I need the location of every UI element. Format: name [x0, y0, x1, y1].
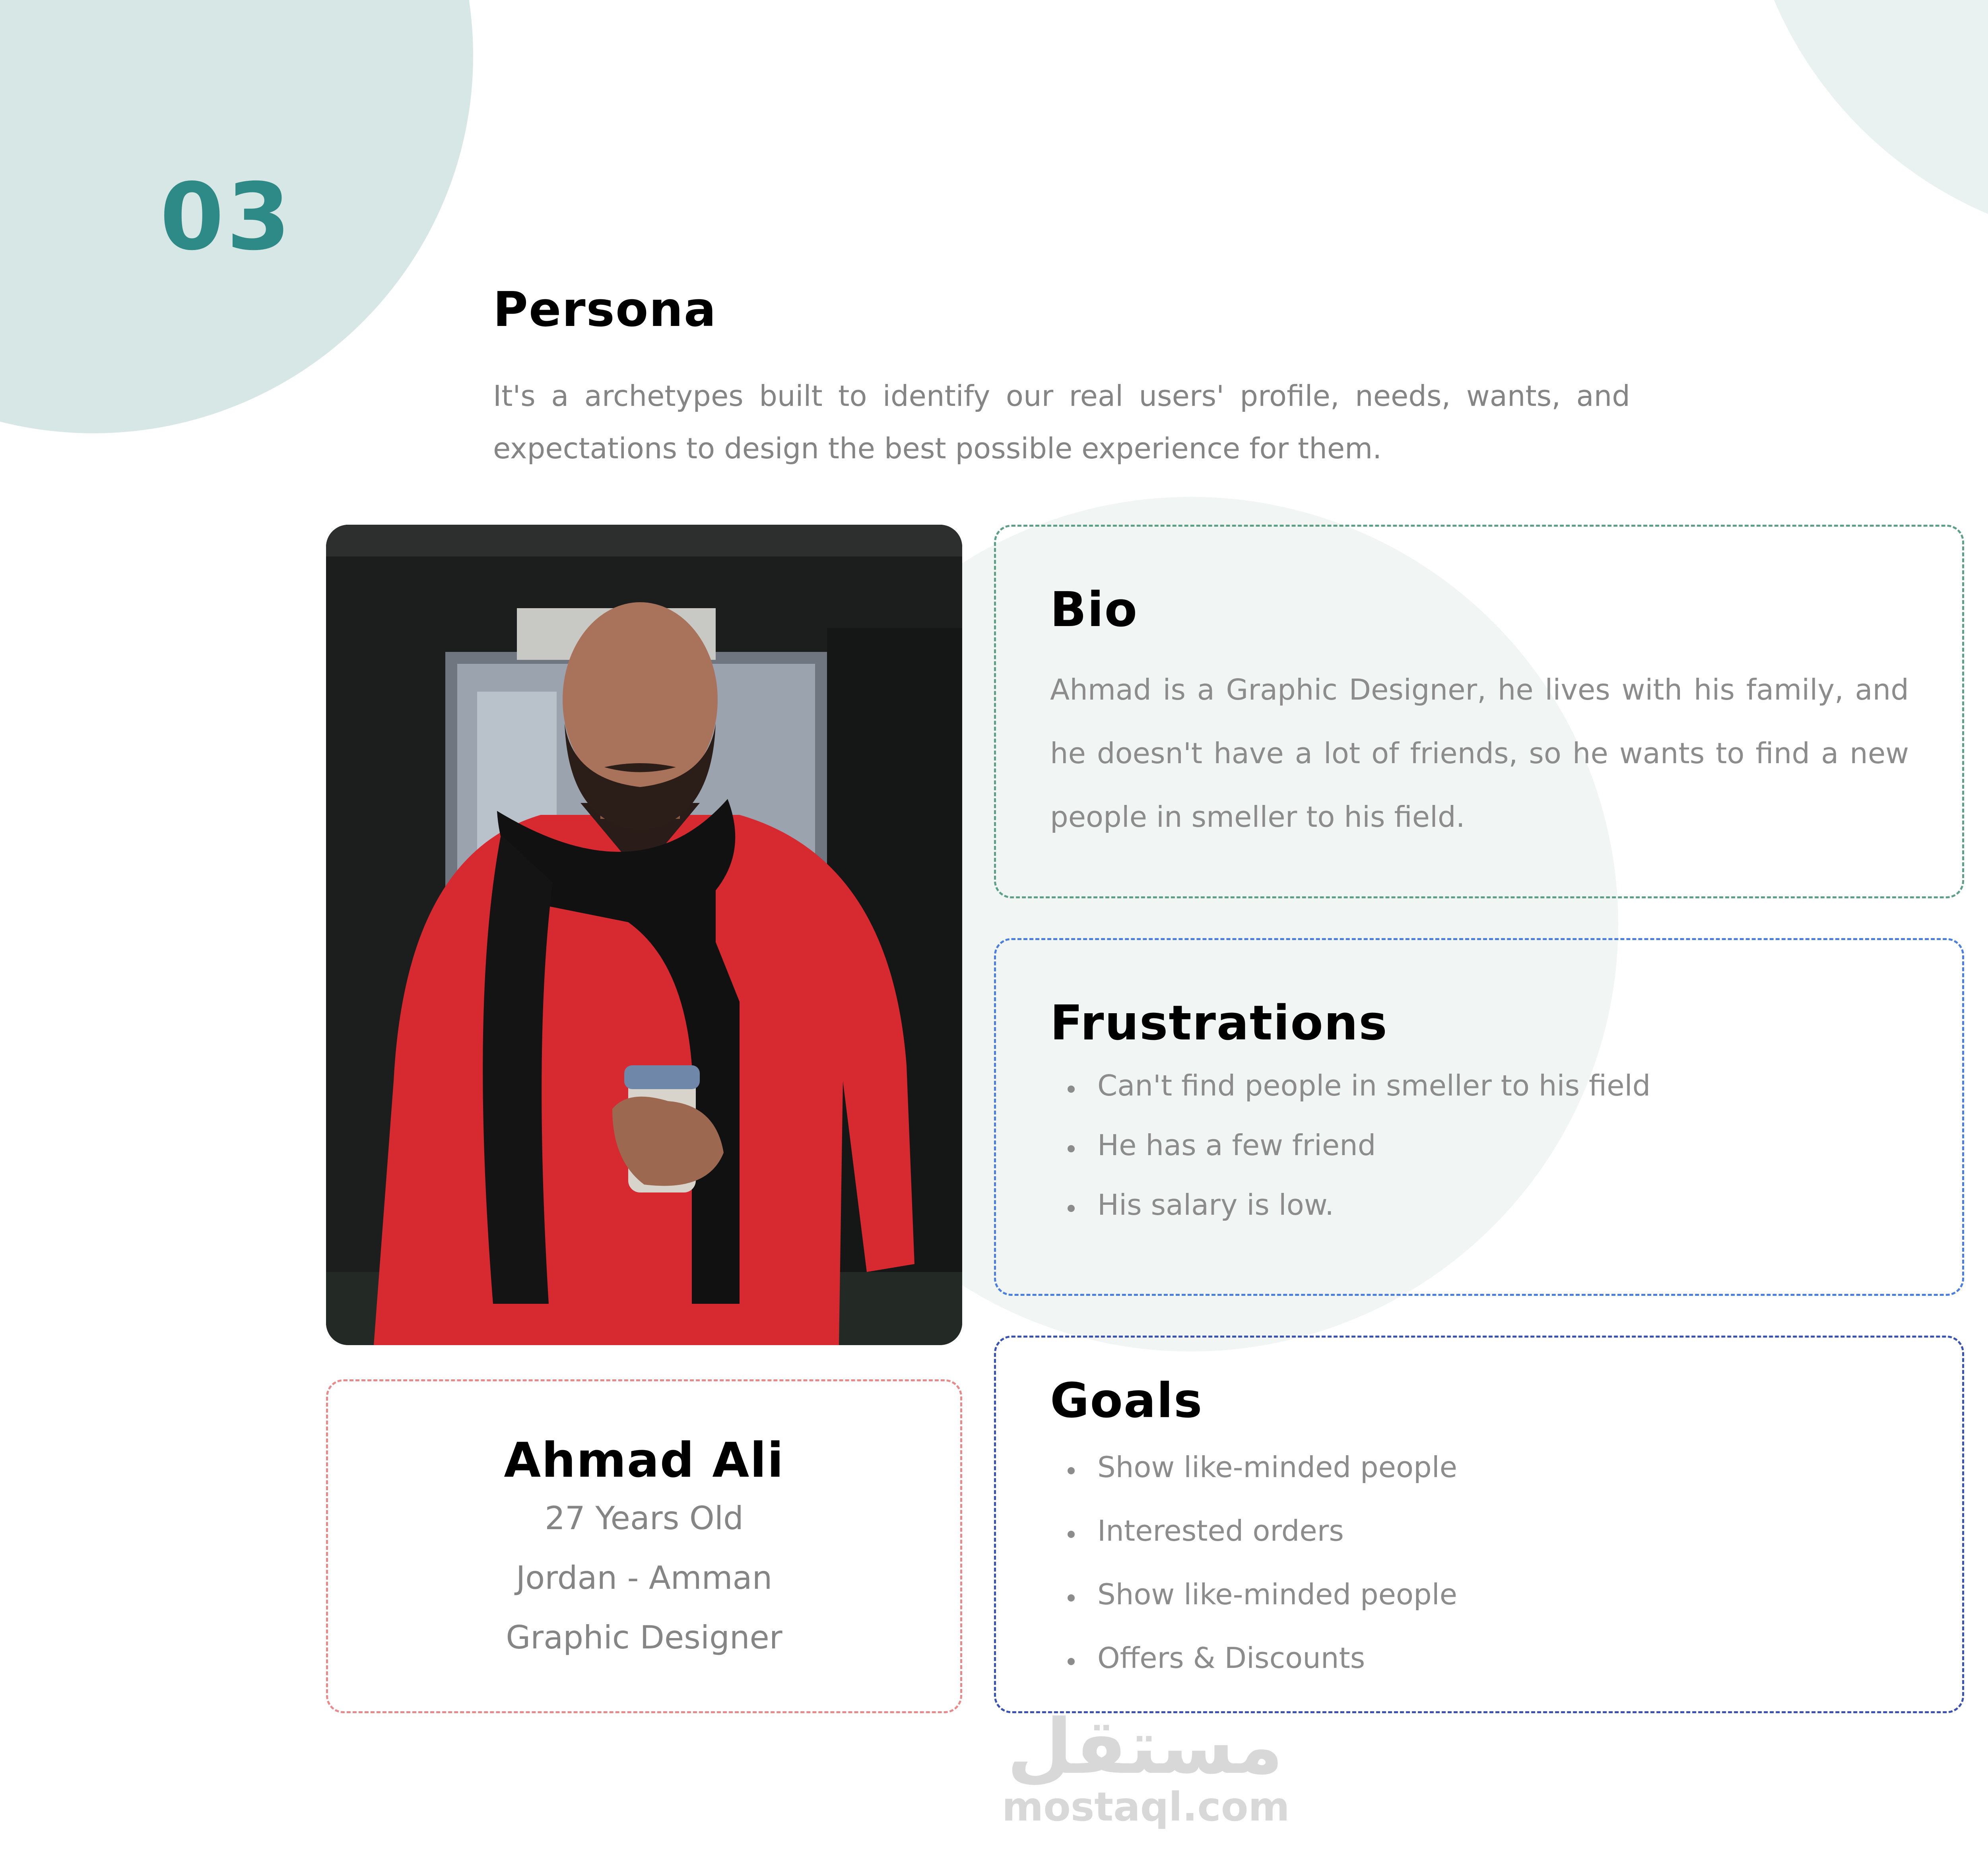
list-item: He has a few friend [1068, 1131, 1650, 1159]
profile-job: Graphic Designer [506, 1619, 782, 1656]
list-item: Show like-minded people [1068, 1453, 1457, 1481]
person-photo-icon [326, 525, 962, 1345]
bio-card [994, 525, 1964, 898]
bio-text: Ahmad is a Graphic Designer, he lives with his family, and he doesn't have a lot of friends, so he wants to find a new people in smeller to his field. [1050, 673, 1909, 834]
goals-title: Goals [1050, 1373, 1203, 1429]
frustrations-title: Frustrations [1050, 996, 1388, 1051]
frustrations-card [994, 938, 1964, 1296]
decorative-circle-right [1741, 0, 1988, 246]
profile-card [326, 1379, 962, 1713]
watermark-text: mostaql.com [1002, 1784, 1290, 1830]
watermark-logo: مستقل [1007, 1703, 1283, 1791]
goals-list [1068, 1450, 1457, 1707]
list-item: Offers & Discounts [1068, 1644, 1457, 1672]
bio-title: Bio [1050, 582, 1138, 638]
list-item: Interested orders [1068, 1516, 1457, 1545]
persona-photo [326, 525, 962, 1345]
profile-name: Ahmad Ali [504, 1433, 784, 1488]
list-item: Show like-minded people [1068, 1580, 1457, 1609]
watermark [1002, 1703, 1290, 1830]
profile-location: Jordan - Amman [516, 1559, 773, 1596]
list-item: Can't find people in smeller to his field [1068, 1071, 1650, 1100]
list-item: His salary is low. [1068, 1190, 1650, 1219]
persona-title: Persona [493, 282, 717, 337]
section-number: 03 [160, 163, 293, 271]
goals-card [994, 1336, 1964, 1713]
persona-description: It's a archetypes built to identify our real users' profile, needs, wants, and expectations to design the best possible experience for them. [493, 379, 1630, 465]
profile-age: 27 Years Old [545, 1500, 744, 1537]
frustrations-list [1068, 1071, 1650, 1250]
